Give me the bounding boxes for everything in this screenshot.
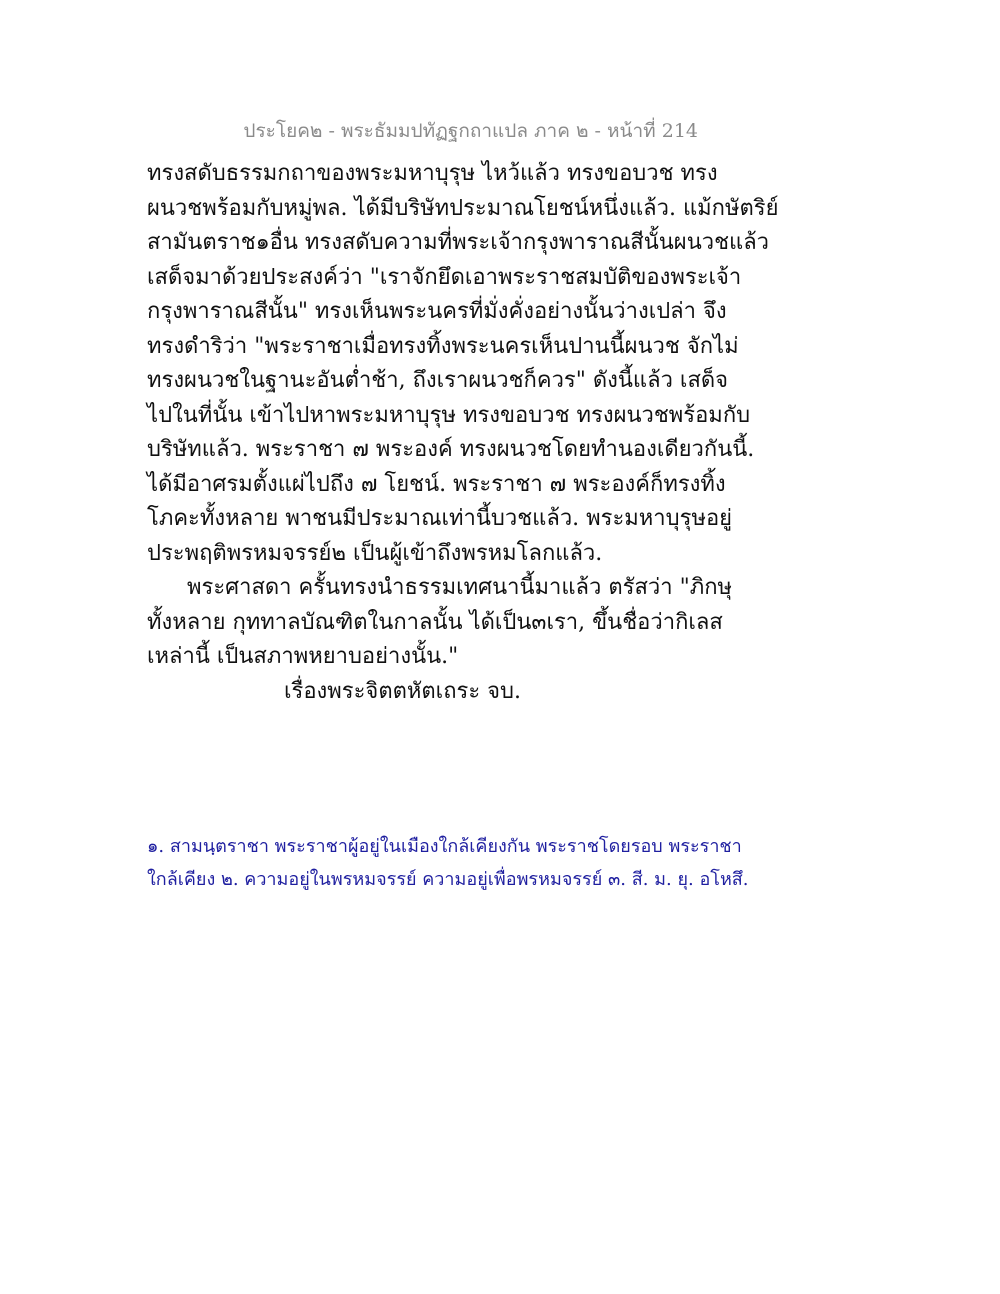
paragraph-start-line: พระศาสดา ครั้นทรงนำธรรมเทศนานี้มาแล้ว ตรัสว่า "ภิกษุ — [187, 575, 733, 600]
footnote-line: ใกล้เคียง ๒. ความอยู่ในพรหมจรรย์ ความอยู่เพื่อพรหมจรรย์ ๓. สี. ม. ยุ. อโหสึ. — [147, 869, 749, 890]
story-end-line: เรื่องพระจิตตหัตเถระ จบ. — [284, 678, 521, 704]
text-line: ไปในที่นั้น เข้าไปหาพระมหาบุรุษ ทรงขอบวช ทรงผนวชพร้อมกับ — [147, 402, 751, 428]
main-text — [147, 157, 867, 709]
text-line: ประพฤติพรหมจรรย์๒ เป็นผู้เข้าถึงพรหมโลกแล้ว. — [147, 540, 603, 566]
footnotes — [147, 830, 867, 896]
text-line: สามันตราช๑อื่น ทรงสดับความที่พระเจ้ากรุงพาราณสีนั้นผนวชแล้ว — [147, 230, 770, 255]
footnote-line: ๑. สามนฺตราชา พระราชาผู้อยู่ในเมืองใกล้เคียงกัน พระราชโดยรอบ พระราชา — [147, 836, 742, 857]
text-line: ทั้งหลาย กุททาลบัณฑิตในกาลนั้น ได้เป็น๓เรา, ขึ้นชื่อว่ากิเลส — [147, 609, 723, 635]
text-line: ทรงดำริว่า "พระราชาเมื่อทรงทิ้งพระนครเห็นปานนี้ผนวช จักไม่ — [147, 333, 739, 359]
text-line: ทรงผนวชในฐานะอันต่ำช้า, ถึงเราผนวชก็ควร" ดังนี้แล้ว เสด็จ — [147, 368, 729, 393]
text-line: เสด็จมาด้วยประสงค์ว่า "เราจักยึดเอาพระราชสมบัติของพระเจ้า — [147, 264, 742, 290]
text-line: ผนวชพร้อมกับหมู่พล. ได้มีบริษัทประมาณโยชน์หนึ่งแล้ว. แม้กษัตริย์ — [147, 195, 779, 221]
text-line: ทรงสดับธรรมกถาของพระมหาบุรุษ ไหว้แล้ว ทรงขอบวช ทรง — [147, 161, 718, 186]
text-line: กรุงพาราณสีนั้น" ทรงเห็นพระนครที่มั่งคั่งอย่างนั้นว่างเปล่า จึง — [147, 299, 727, 324]
text-line: เหล่านี้ เป็นสภาพหยาบอย่างนั้น." — [147, 644, 459, 669]
text-line: บริษัทแล้ว. พระราชา ๗ พระองค์ ทรงผนวชโดยทำนองเดียวกันนี้. — [147, 437, 755, 462]
page-header: ประโยค๒ - พระธัมมปทัฏฐกถาแปล ภาค ๒ - หน้าที่ 214 — [243, 120, 698, 142]
text-line: ได้มีอาศรมตั้งแผ่ไปถึง ๗ โยชน์. พระราชา ๗ พระองค์ก็ทรงทิ้ง — [147, 471, 726, 497]
text-line: โภคะทั้งหลาย พาชนมีประมาณเท่านี้บวชแล้ว. พระมหาบุรุษอยู่ — [147, 506, 733, 531]
